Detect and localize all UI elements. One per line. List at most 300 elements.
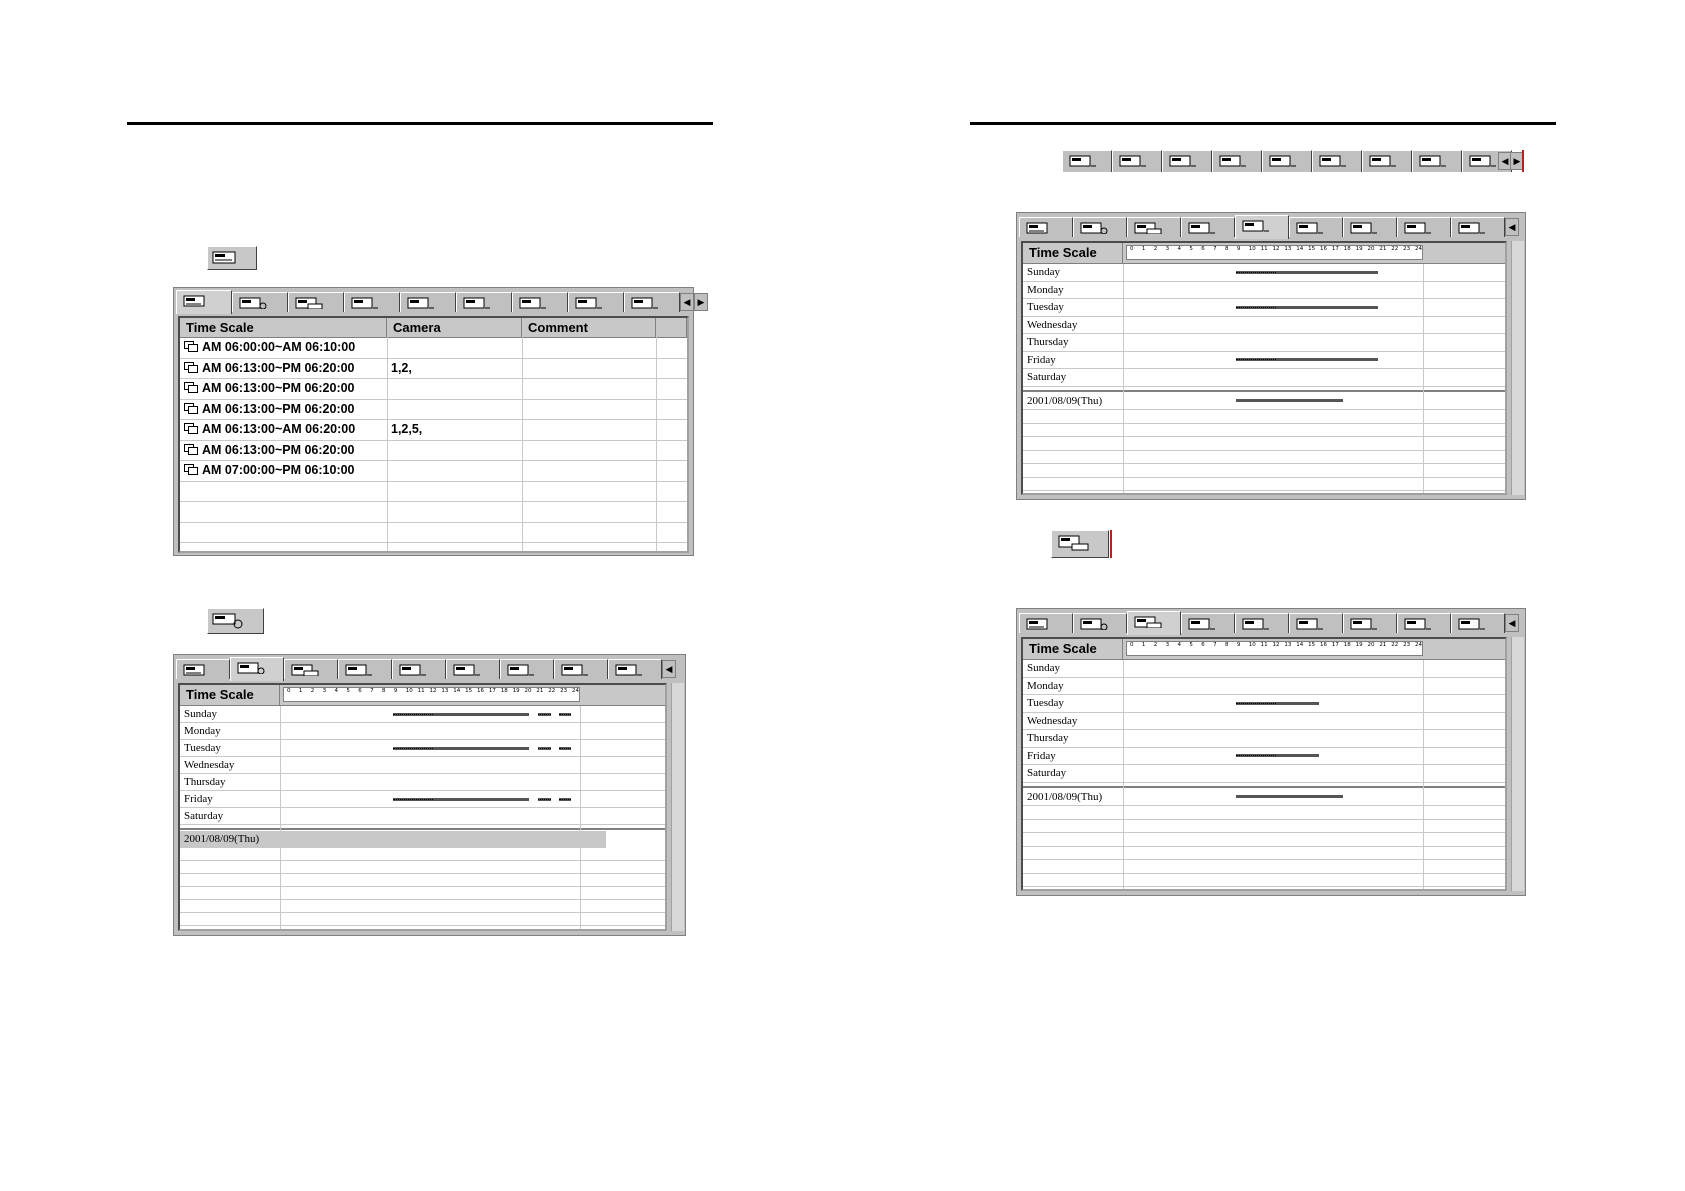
schedule-bar-tick: [393, 799, 433, 802]
schedule-bar-tick: [538, 799, 551, 802]
row-camera-cell: [387, 338, 522, 358]
list-row[interactable]: [180, 338, 687, 359]
empty-row: [1023, 833, 1505, 847]
hour-ruler: [283, 687, 580, 702]
empty-row: [1023, 491, 1505, 495]
view-tab-4[interactable]: [1235, 215, 1289, 239]
col-divider: [522, 318, 523, 551]
list-row[interactable]: [180, 441, 687, 462]
view-tab-1[interactable]: [1073, 613, 1127, 633]
view-tab-8[interactable]: [624, 292, 680, 312]
vertical-scrollbar[interactable]: [1511, 637, 1524, 891]
hour-tick-label: 23: [1403, 246, 1411, 252]
day-row[interactable]: [180, 757, 665, 774]
view-tab-4[interactable]: [400, 292, 456, 312]
camera-tab-icon: [631, 297, 659, 309]
daily-button-marker: [1110, 530, 1112, 558]
day-row[interactable]: [1023, 765, 1505, 783]
hour-tick-label: 0: [1130, 642, 1134, 648]
tab-strip-marker: [1522, 150, 1524, 172]
day-label: Monday: [1027, 679, 1064, 692]
timeline-end-divider: [1423, 264, 1424, 493]
hour-tick-label: 20: [1367, 246, 1375, 252]
camera-tab-icon: [1188, 618, 1216, 630]
view-tab-6[interactable]: [1343, 613, 1397, 633]
hour-tick-label: 19: [1355, 642, 1363, 648]
camera-tab-icon: [345, 664, 373, 676]
empty-row: [1023, 806, 1505, 820]
row-time-cell: [180, 441, 387, 461]
hour-tick-label: 10: [1248, 642, 1256, 648]
empty-row: [180, 926, 665, 931]
camera-tab-icon: [1404, 222, 1432, 234]
time-scale-header[interactable]: Time Scale: [1023, 639, 1123, 660]
hour-tick-label: 3: [322, 688, 327, 694]
day-label: Sunday: [1027, 662, 1060, 674]
view-tab-2[interactable]: [284, 659, 338, 679]
col-divider: [387, 318, 388, 551]
weekly-view-button[interactable]: [207, 608, 264, 634]
camera-tab-icon: [463, 297, 491, 309]
hour-tick-label: 15: [1308, 246, 1316, 252]
row-time-cell: [180, 461, 387, 481]
hour-tick-label: 2: [1153, 642, 1158, 648]
day-label: Friday: [1027, 353, 1056, 366]
view-tab-3[interactable]: [1181, 613, 1235, 633]
hour-tick-label: 0: [287, 688, 291, 694]
hour-tick-label: 0: [1130, 246, 1134, 252]
day-label: Friday: [184, 793, 213, 805]
camera-tab-icon: [237, 662, 265, 674]
column-header-extra: [656, 318, 687, 338]
daily-view-button[interactable]: [1051, 530, 1109, 558]
hour-tick-label: 19: [512, 688, 520, 694]
col-divider: [656, 318, 657, 551]
hour-tick-label: 13: [1284, 246, 1292, 252]
date-row[interactable]: [1023, 393, 1505, 411]
empty-row: [180, 848, 665, 861]
empty-row: [1023, 437, 1505, 451]
day-label: Thursday: [1027, 336, 1069, 348]
row-time-cell: [180, 400, 387, 420]
list-row[interactable]: [180, 420, 687, 441]
row-time-text: AM 06:13:00~PM 06:20:00: [202, 381, 355, 395]
empty-row: [180, 887, 665, 900]
hour-tick-label: 5: [1189, 642, 1193, 648]
hour-tick-label: 6: [1201, 642, 1205, 648]
row-time-text: AM 06:13:00~PM 06:20:00: [202, 401, 355, 416]
hour-tick-label: 16: [1320, 642, 1327, 648]
list-row[interactable]: [180, 359, 687, 380]
hour-tick-label: 11: [1260, 246, 1268, 252]
schedule-bar-tick: [538, 748, 551, 751]
hour-tick-label: 6: [358, 688, 362, 694]
row-time-text: AM 06:13:00~AM 06:20:00: [202, 422, 356, 436]
day-row[interactable]: [1023, 695, 1505, 713]
row-time-cell: [180, 338, 387, 358]
day-label: Tuesday: [1027, 301, 1064, 313]
hour-tick-label: 13: [1284, 642, 1292, 648]
camera-tab-icon: [453, 664, 481, 676]
day-row[interactable]: [1023, 660, 1505, 678]
row-camera-cell: 1,2,: [391, 360, 412, 375]
weekly-timeline-panel: [1021, 637, 1507, 891]
tab-bar: [176, 657, 683, 681]
day-row[interactable]: [1023, 730, 1505, 748]
hour-tick-label: 1: [1141, 642, 1146, 648]
day-row[interactable]: [180, 706, 665, 723]
tab-bar: [1019, 611, 1523, 635]
row-time-cell: [180, 420, 387, 440]
empty-row: [180, 861, 665, 874]
row-time-cell: [180, 379, 387, 399]
view-tab-5[interactable]: [446, 659, 500, 679]
schedule-entry-icon: [184, 382, 198, 393]
view-tab-0[interactable]: [1019, 217, 1073, 237]
camera-tab-icon: [1242, 618, 1270, 630]
hour-ruler: [1126, 245, 1423, 260]
time-scale-header[interactable]: Time Scale: [1023, 243, 1123, 264]
day-label: Monday: [184, 725, 221, 737]
column-header-time-scale[interactable]: Time Scale: [180, 318, 387, 338]
hour-tick-label: 2: [310, 688, 315, 694]
hour-tick-label: 3: [1165, 246, 1170, 252]
view-tab-2[interactable]: [1127, 611, 1181, 635]
hour-tick-label: 15: [1308, 642, 1316, 648]
schedule-entry-icon: [184, 362, 198, 373]
day-label: Sunday: [184, 708, 217, 720]
vertical-scrollbar[interactable]: [671, 683, 684, 931]
empty-row: [1023, 820, 1505, 834]
list-row[interactable]: [180, 461, 687, 482]
hour-tick-label: 24: [572, 688, 579, 694]
empty-row: [1023, 451, 1505, 465]
hour-tick-label: 16: [1320, 246, 1327, 252]
hour-tick-label: 17: [1331, 246, 1339, 252]
view-tab-7[interactable]: [1397, 613, 1451, 633]
hour-tick-label: 20: [1367, 642, 1375, 648]
list-view-button[interactable]: [207, 246, 257, 270]
camera-tab-icon: [295, 297, 323, 309]
day-label: Monday: [1027, 283, 1064, 296]
day-label: Tuesday: [184, 742, 221, 754]
camera-tab-icon: [1134, 616, 1162, 628]
day-label: Thursday: [1027, 732, 1069, 744]
camera-tab-icon: [1026, 222, 1054, 234]
day-label: Saturday: [1027, 767, 1067, 779]
schedule-bar-tick: [538, 714, 551, 717]
camera-tab-icon: [1296, 618, 1324, 630]
view-tab-7[interactable]: [568, 292, 624, 312]
column-header-camera[interactable]: Camera: [387, 318, 522, 338]
empty-row: [1023, 464, 1505, 478]
view-tab-1[interactable]: [1073, 217, 1127, 237]
hour-tick-label: 1: [1141, 246, 1146, 252]
hour-tick-label: 8: [1225, 246, 1229, 252]
hour-tick-label: 9: [1236, 246, 1241, 252]
camera-tab-icon: [1080, 618, 1108, 630]
tab-scroll-right-button[interactable]: ▶: [694, 293, 708, 311]
date-label: 2001/08/09(Thu): [1027, 790, 1103, 803]
date-row[interactable]: [1023, 789, 1505, 807]
weekly-timeline-panel: [1021, 241, 1507, 495]
hour-ruler: [1126, 641, 1423, 656]
day-row[interactable]: [1023, 678, 1505, 696]
date-schedule-bar[interactable]: [1236, 399, 1343, 402]
view-tab-2[interactable]: [1127, 217, 1181, 237]
hour-tick-label: 9: [393, 688, 398, 694]
hour-tick-label: 13: [441, 688, 449, 694]
time-scale-header[interactable]: Time Scale: [180, 685, 280, 706]
hour-tick-label: 11: [1260, 642, 1268, 648]
camera-tab-icon: [1069, 155, 1097, 167]
hour-tick-label: 7: [370, 688, 374, 694]
hour-tick-label: 4: [334, 688, 338, 694]
view-tab-6[interactable]: [500, 659, 554, 679]
tab-scroll-left-button[interactable]: ◀: [1505, 614, 1519, 632]
view-tab-4[interactable]: [392, 659, 446, 679]
list-row[interactable]: [180, 379, 687, 400]
hour-tick-label: 14: [453, 688, 461, 694]
row-time-text: AM 06:13:00~PM 06:20:00: [202, 442, 355, 457]
row-camera-cell: [387, 400, 522, 420]
camera-tab-icon: [575, 297, 603, 309]
camera-tab-icon: [1458, 618, 1486, 630]
tab-bar: [1019, 215, 1523, 239]
weekly-schedule-window-b: [1016, 212, 1526, 500]
hour-tick-label: 1: [298, 688, 303, 694]
hour-tick-label: 5: [346, 688, 350, 694]
schedule-entry-icon: [184, 423, 198, 434]
tab-scroll-left-button[interactable]: ◀: [680, 293, 694, 311]
camera-tab-3[interactable]: [1212, 150, 1262, 172]
view-tab-7[interactable]: [554, 659, 608, 679]
hour-tick-label: 18: [1343, 246, 1351, 252]
day-row[interactable]: [180, 808, 665, 825]
row-camera-cell: [387, 379, 522, 399]
hour-tick-label: 14: [1296, 246, 1304, 252]
day-label: Tuesday: [1027, 697, 1064, 709]
camera-tab-6[interactable]: [1362, 150, 1412, 172]
camera-tab-icon: [1458, 222, 1486, 234]
schedule-entry-icon: [184, 341, 198, 352]
empty-row: [1023, 860, 1505, 874]
camera-tab-0[interactable]: [1062, 150, 1112, 172]
label-divider: [1123, 660, 1124, 889]
tab-scroll-left-button[interactable]: ◀: [662, 660, 676, 678]
hour-tick-label: 8: [382, 688, 386, 694]
camera-tab-icon: [351, 297, 379, 309]
camera-tab-icon: [1369, 155, 1397, 167]
camera-tab-icon: [1469, 155, 1497, 167]
view-tab-1[interactable]: [232, 292, 288, 312]
hour-tick-label: 15: [465, 688, 473, 694]
camera-tab-icon: [1350, 222, 1378, 234]
day-row[interactable]: [180, 740, 665, 757]
hour-tick-label: 22: [1391, 642, 1399, 648]
row-time-text: AM 06:00:00~AM 06:10:00: [202, 340, 356, 354]
hour-tick-label: 4: [1177, 246, 1181, 252]
view-tab-0[interactable]: [176, 659, 230, 679]
day-row[interactable]: [1023, 748, 1505, 766]
hour-tick-label: 24: [1415, 642, 1422, 648]
hour-tick-label: 17: [1331, 642, 1339, 648]
tab-bar: [176, 290, 705, 314]
hour-tick-label: 21: [1379, 642, 1387, 648]
camera-tab-icon: [1269, 155, 1297, 167]
view-tab-5[interactable]: [1289, 217, 1343, 237]
hour-tick-label: 18: [500, 688, 508, 694]
schedule-list-window: [173, 287, 705, 556]
hour-tick-label: 6: [1201, 246, 1205, 252]
vertical-scrollbar[interactable]: [1511, 241, 1524, 495]
view-tab-4[interactable]: [1235, 613, 1289, 633]
hour-tick-label: 22: [1391, 246, 1399, 252]
camera-tab-strip: [1062, 150, 1524, 172]
camera-tab-icon: [615, 664, 643, 676]
day-row[interactable]: [180, 791, 665, 808]
day-label: Saturday: [184, 810, 224, 822]
timeline-end-divider: [1423, 660, 1424, 889]
hour-tick-label: 7: [1213, 642, 1217, 648]
hour-tick-label: 8: [1225, 642, 1229, 648]
hour-tick-label: 16: [477, 688, 484, 694]
camera-tab-icon: [1219, 155, 1247, 167]
day-label: Wednesday: [1027, 318, 1078, 331]
hour-tick-label: 24: [1415, 246, 1422, 252]
day-row[interactable]: [1023, 264, 1505, 282]
hour-tick-label: 21: [536, 688, 544, 694]
camera-tab-icon: [399, 664, 427, 676]
empty-row: [180, 913, 665, 926]
column-header-comment[interactable]: Comment: [522, 318, 656, 338]
view-tab-6[interactable]: [512, 292, 568, 312]
hour-tick-label: 23: [560, 688, 568, 694]
day-row[interactable]: [1023, 369, 1505, 387]
camera-tab-icon: [1242, 220, 1270, 232]
day-row[interactable]: [1023, 299, 1505, 317]
schedule-bar-tick: [1236, 307, 1276, 310]
hour-tick-label: 9: [1236, 642, 1241, 648]
hour-tick-label: 19: [1355, 246, 1363, 252]
hour-tick-label: 12: [1272, 642, 1280, 648]
hour-tick-label: 10: [405, 688, 413, 694]
view-tab-3[interactable]: [338, 659, 392, 679]
weekly-timeline-panel: [178, 683, 667, 931]
weekly-view-icon: [212, 613, 248, 629]
schedule-entry-icon: [184, 464, 198, 475]
view-tab-7[interactable]: [1397, 217, 1451, 237]
day-label: Wednesday: [1027, 714, 1078, 727]
day-label: Saturday: [1027, 371, 1067, 383]
day-row[interactable]: [1023, 317, 1505, 335]
strip-scroll-left-button[interactable]: ◀: [1498, 152, 1512, 170]
hour-tick-label: 14: [1296, 642, 1304, 648]
list-row[interactable]: [180, 400, 687, 421]
schedule-bar-tick: [393, 714, 433, 717]
label-divider: [1123, 264, 1124, 493]
camera-tab-icon: [1296, 222, 1324, 234]
view-tab-1[interactable]: [230, 657, 284, 681]
view-tab-5[interactable]: [1289, 613, 1343, 633]
date-row[interactable]: [180, 831, 606, 848]
day-row[interactable]: [1023, 713, 1505, 731]
camera-tab-icon: [1404, 618, 1432, 630]
day-label: Sunday: [1027, 266, 1060, 278]
hour-tick-label: 21: [1379, 246, 1387, 252]
camera-tab-icon: [561, 664, 589, 676]
camera-tab-icon: [1026, 618, 1054, 630]
view-tab-5[interactable]: [456, 292, 512, 312]
list-row[interactable]: [180, 523, 687, 544]
hour-tick-label: 10: [1248, 246, 1256, 252]
view-tab-8[interactable]: [608, 659, 662, 679]
day-row[interactable]: [1023, 352, 1505, 370]
camera-tab-1[interactable]: [1112, 150, 1162, 172]
empty-row: [1023, 410, 1505, 424]
weekly-schedule-window-a: [173, 654, 686, 936]
view-tab-3[interactable]: [344, 292, 400, 312]
week-date-separator: [180, 828, 665, 830]
schedule-bar-tick: [1236, 703, 1276, 706]
camera-tab-icon: [1350, 618, 1378, 630]
hour-tick-label: 12: [429, 688, 437, 694]
day-label: Friday: [1027, 749, 1056, 762]
hour-tick-label: 22: [548, 688, 556, 694]
view-tab-8[interactable]: [1451, 613, 1505, 633]
strip-scroll-right-button[interactable]: ▶: [1510, 152, 1524, 170]
camera-tab-2[interactable]: [1162, 150, 1212, 172]
hour-tick-label: 20: [524, 688, 532, 694]
camera-tab-icon: [1134, 222, 1162, 234]
schedule-bar-tick: [559, 714, 571, 717]
view-tab-0[interactable]: [176, 290, 232, 314]
camera-tab-4[interactable]: [1262, 150, 1312, 172]
camera-tab-5[interactable]: [1312, 150, 1362, 172]
camera-tab-7[interactable]: [1412, 150, 1462, 172]
view-tab-6[interactable]: [1343, 217, 1397, 237]
row-camera-cell: [387, 461, 522, 481]
list-row[interactable]: [180, 502, 687, 523]
view-tab-0[interactable]: [1019, 613, 1073, 633]
view-tab-2[interactable]: [288, 292, 344, 312]
right-page-header-rule: [970, 122, 1556, 125]
schedule-list-panel: [178, 316, 689, 553]
empty-row: [1023, 478, 1505, 492]
tab-scroll-left-button[interactable]: ◀: [1505, 218, 1519, 236]
schedule-entry-icon: [184, 403, 198, 414]
hour-tick-label: 23: [1403, 642, 1411, 648]
date-schedule-bar[interactable]: [1236, 795, 1343, 798]
hour-tick-label: 18: [1343, 642, 1351, 648]
day-row[interactable]: [180, 723, 665, 740]
day-row[interactable]: [1023, 334, 1505, 352]
date-label: 2001/08/09(Thu): [1027, 394, 1103, 407]
empty-row: [1023, 424, 1505, 438]
camera-tab-icon: [1080, 222, 1108, 234]
day-label: Thursday: [184, 776, 226, 788]
day-row[interactable]: [180, 774, 665, 791]
daily-view-icon: [1058, 535, 1092, 553]
view-tab-8[interactable]: [1451, 217, 1505, 237]
list-row[interactable]: [180, 482, 687, 503]
schedule-bar-tick: [1236, 359, 1276, 362]
camera-tab-icon: [407, 297, 435, 309]
empty-row: [180, 874, 665, 887]
label-divider: [280, 706, 281, 929]
day-row[interactable]: [1023, 282, 1505, 300]
view-tab-3[interactable]: [1181, 217, 1235, 237]
